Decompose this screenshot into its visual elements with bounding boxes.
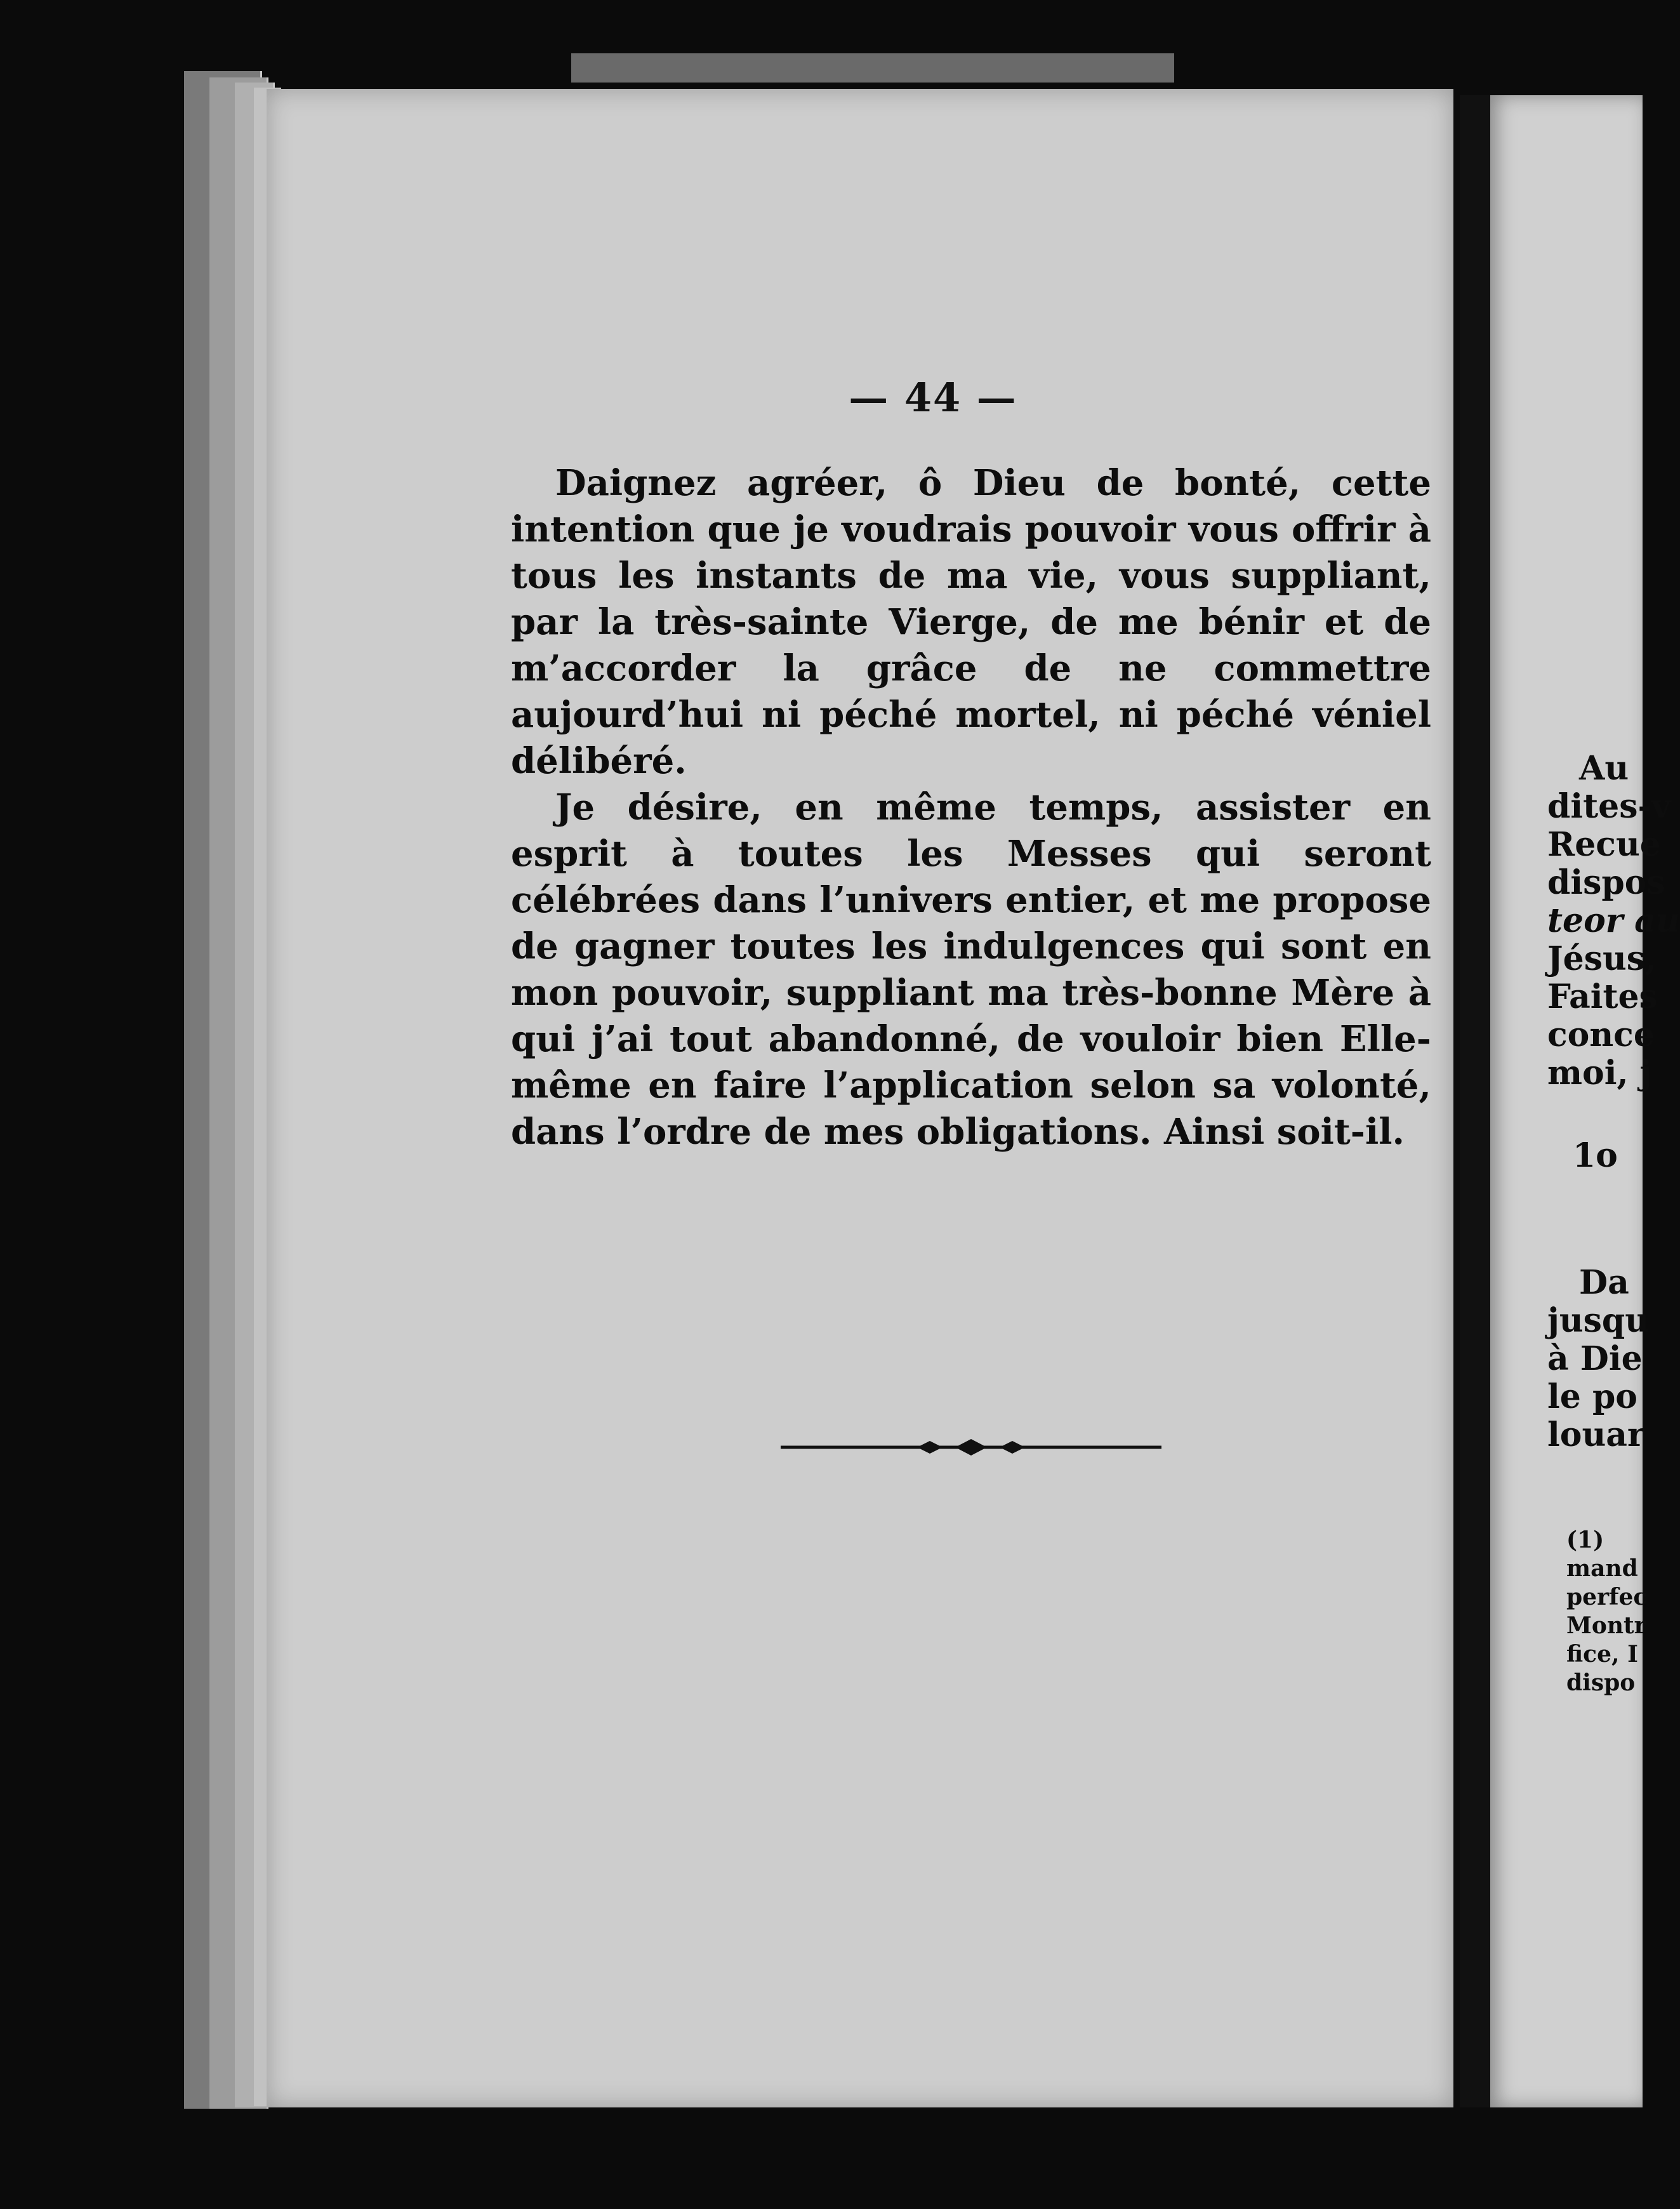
right-page-line: Da — [1579, 1263, 1629, 1302]
right-page-line: louar — [1547, 1416, 1645, 1454]
right-page-line: (1) — [1566, 1527, 1604, 1553]
body-text — [511, 460, 1431, 1155]
right-page-line: le po — [1547, 1377, 1637, 1416]
left-page — [267, 89, 1453, 2107]
right-page-line: à Die — [1547, 1339, 1643, 1378]
right-page-line: moi, j — [1547, 1054, 1652, 1092]
right-page-line: Au — [1579, 749, 1629, 788]
right-page-line: perfec — [1566, 1584, 1648, 1610]
right-page-line: conce — [1547, 1016, 1655, 1054]
right-page-line: Montr — [1566, 1612, 1646, 1639]
right-page-line: Recue — [1547, 825, 1661, 864]
book-top-edge — [571, 53, 1174, 83]
right-page-line: Faites — [1547, 978, 1658, 1016]
book-gutter — [1460, 95, 1490, 2107]
right-page-line: teor au — [1547, 901, 1680, 940]
paragraph-2: Je désire, en même temps, assister en esprit à toutes les Messes qui seront célébrées dans l’univers entier, et me propose de gagner toutes les indulgences qui sont en mon pouvoir, suppliant ma très-bonne Mère à qui j’ai tout abandonné, de vouloir bien Elle-même en faire l’application selon sa volonté, dans l’ordre de mes obligations. Ainsi soit-il. — [511, 786, 1431, 1153]
right-page-line: dispo — [1566, 1669, 1636, 1696]
right-page — [1490, 95, 1680, 2107]
right-page-line: Jésus, — [1547, 939, 1657, 978]
ornament-divider — [781, 1435, 1161, 1460]
right-page-line: mand — [1566, 1555, 1638, 1582]
right-page-line: fice, I — [1566, 1641, 1638, 1668]
paragraph-1: Daignez agréer, ô Dieu de bonté, cette intention que je voudrais pouvoir vous offrir à tous les instants de ma vie, vous suppliant, par la très-sainte Vierge, de me bénir et de m’accorder la grâce de ne commettre aujourd’hui ni péché mortel, ni péché véniel délibéré. — [511, 462, 1431, 782]
right-page-line: dispos — [1547, 863, 1665, 902]
right-page-line: dites-v — [1547, 787, 1671, 826]
right-page-line: 1o — [1573, 1136, 1618, 1175]
page-number: — 44 — — [849, 375, 1017, 421]
right-page-line: jusqu — [1547, 1301, 1650, 1340]
